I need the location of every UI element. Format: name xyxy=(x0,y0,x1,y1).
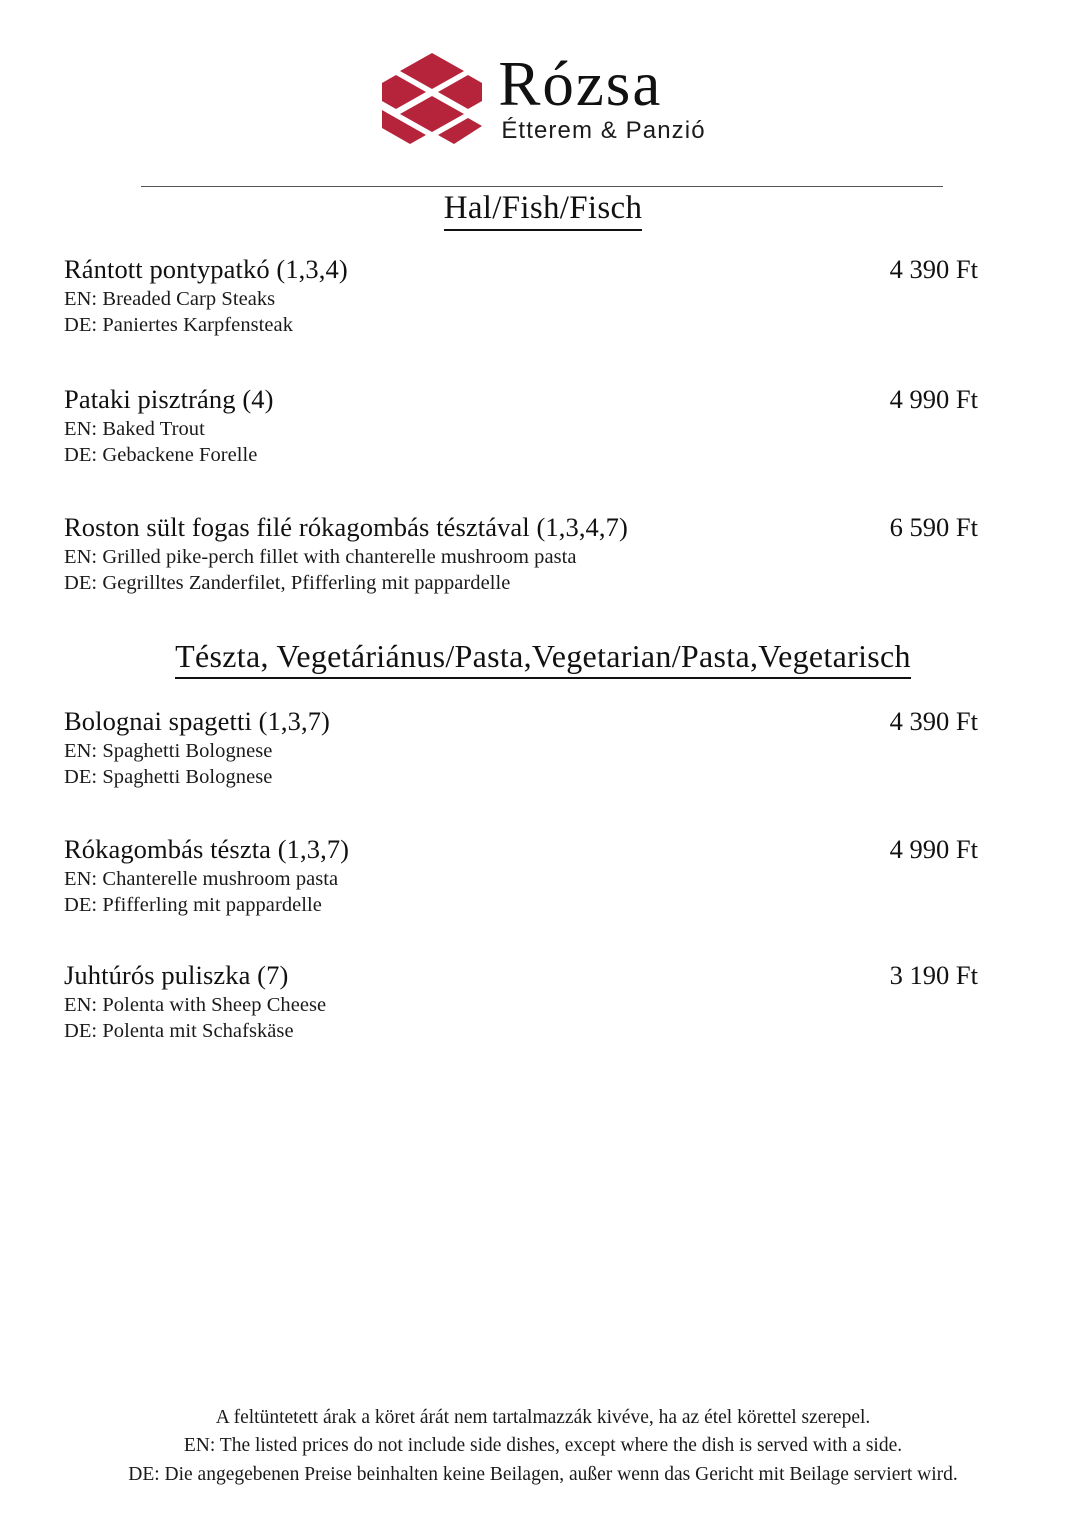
dish-name: Juhtúrós puliszka (7) xyxy=(64,960,289,990)
dish-description-en: EN: Polenta with Sheep Cheese xyxy=(64,993,327,1016)
dish-price: 4 990 Ft xyxy=(889,384,978,414)
menu-item xyxy=(64,385,978,467)
dish-name: Rántott pontypatkó (1,3,4) xyxy=(64,254,348,284)
dish-description-en: EN: Spaghetti Bolognese xyxy=(64,739,273,762)
footer-note-hu: A feltüntetett árak a köret árát nem tartalmazzák kivéve, ha az étel körettel szerepel. xyxy=(215,1407,871,1428)
dish-description-en: EN: Grilled pike-perch fillet with chanterelle mushroom pasta xyxy=(64,545,577,568)
menu-item-headline xyxy=(64,255,978,285)
menu-item xyxy=(64,961,978,1043)
dish-name: Bolognai spagetti (1,3,7) xyxy=(64,706,330,736)
dish-price: 4 990 Ft xyxy=(889,834,978,864)
dish-price: 4 390 Ft xyxy=(889,254,978,284)
menu-item-headline xyxy=(64,513,978,543)
menu-item xyxy=(64,255,978,337)
dish-name: Pataki pisztráng (4) xyxy=(64,384,274,414)
section-heading-fish-label: Hal/Fish/Fisch xyxy=(444,190,643,231)
menu-item-headline xyxy=(64,961,978,991)
dish-description-de: DE: Gegrilltes Zanderfilet, Pfifferling mit pappardelle xyxy=(64,571,511,594)
dish-price: 6 590 Ft xyxy=(889,512,978,542)
rose-hexagon-mark-icon xyxy=(380,51,484,147)
menu-item-headline xyxy=(64,385,978,415)
dish-description-de: DE: Paniertes Karpfensteak xyxy=(64,313,293,336)
dish-name: Roston sült fogas filé rókagombás tésztával (1,3,4,7) xyxy=(64,512,628,542)
dish-price: 4 390 Ft xyxy=(889,706,978,736)
section-heading-pasta-label: Tészta, Vegetáriánus/Pasta,Vegetarian/Pasta,Vegetarisch xyxy=(175,638,911,679)
dish-name: Rókagombás tészta (1,3,7) xyxy=(64,834,350,864)
dish-description-en: EN: Breaded Carp Steaks xyxy=(64,287,276,310)
section-heading-fish xyxy=(0,190,1086,227)
dish-description-de: DE: Polenta mit Schafskäse xyxy=(64,1019,294,1042)
menu-item xyxy=(64,513,978,595)
dish-description-de: DE: Gebackene Forelle xyxy=(64,443,258,466)
brand-subtitle: Étterem & Panzió xyxy=(501,117,706,145)
dish-price: 3 190 Ft xyxy=(889,960,978,990)
footer-note xyxy=(0,1404,1086,1489)
footer-note-de: DE: Die angegebenen Preise beinhalten keine Beilagen, außer wenn das Gericht mit Beilage serviert wird. xyxy=(128,1463,958,1485)
header-divider xyxy=(141,186,943,187)
dish-description-de: DE: Spaghetti Bolognese xyxy=(64,765,273,788)
brand-header xyxy=(0,44,1086,154)
menu-item xyxy=(64,835,978,917)
dish-description-en: EN: Chanterelle mushroom pasta xyxy=(64,867,339,890)
footer-note-en: EN: The listed prices do not include side dishes, except where the dish is served with a side. xyxy=(183,1435,903,1457)
menu-item-headline xyxy=(64,835,978,865)
dish-description-en: EN: Baked Trout xyxy=(64,417,205,440)
menu-item xyxy=(64,707,978,789)
menu-item-headline xyxy=(64,707,978,737)
dish-description-de: DE: Pfifferling mit pappardelle xyxy=(64,893,322,916)
brand-name: Rózsa xyxy=(498,49,663,120)
brand-wordmark xyxy=(498,49,706,145)
section-heading-pasta xyxy=(0,638,1086,675)
